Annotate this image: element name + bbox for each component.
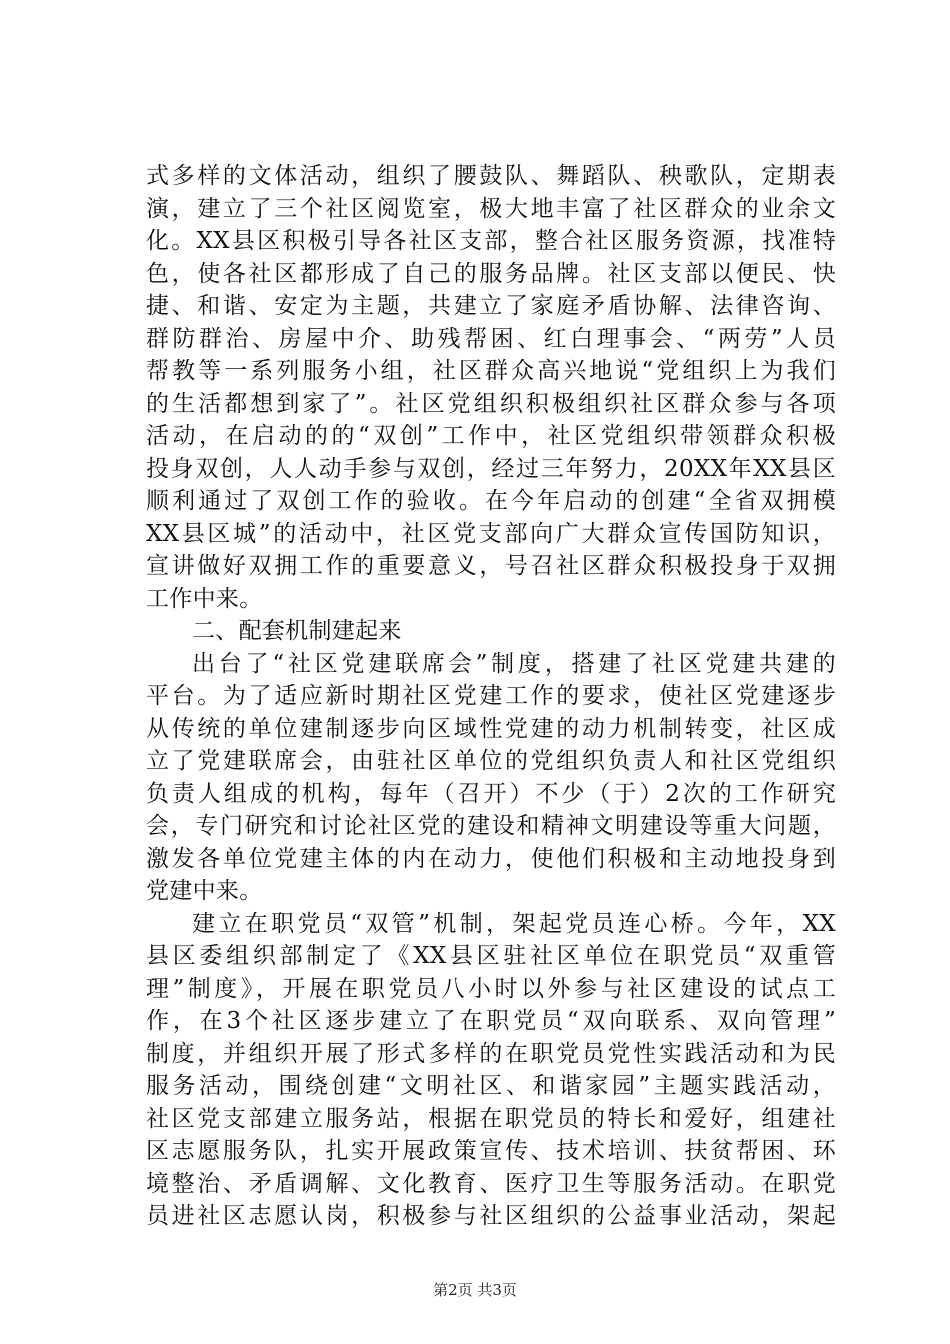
text-line: 境整治、矛盾调解、文化教育、医疗卫生等服务活动。在职党 xyxy=(146,1170,836,1197)
text-line: 投身双创，人人动手参与双创，经过三年努力，20XX年XX县区 xyxy=(146,455,836,482)
text-line: XX县区城”的活动中，社区党支部向广大群众宣传国防知识， xyxy=(146,520,836,547)
text-line: 作，在3个社区逐步建立了在职党员“双向联系、双向管理” xyxy=(146,1008,836,1034)
text-line: 的生活都想到家了”。社区党组织积极组织社区群众参与各项 xyxy=(146,390,836,417)
text-line: 出台了“社区党建联席会”制度，搭建了社区党建共建的 xyxy=(192,650,836,677)
page-footer xyxy=(0,1280,950,1300)
text-line: 活动，在启动的的“双创”工作中，社区党组织带领群众积极 xyxy=(146,423,836,449)
text-line: 顺利通过了双创工作的验收。在今年启动的创建“全省双拥模 xyxy=(146,488,836,514)
page-number-label: 第2页 共3页 xyxy=(433,1281,517,1299)
text-line: 帮教等一系列服务小组，社区群众高兴地说“党组织上为我们 xyxy=(146,358,836,384)
text-line: 社区党支部建立服务站，根据在职党员的特长和爱好，组建社 xyxy=(146,1105,836,1132)
text-line: 服务活动，围绕创建“文明社区、和谐家园”主题实践活动， xyxy=(146,1073,836,1099)
text-line: 县区委组织部制定了《XX县区驻社区单位在职党员“双重管 xyxy=(146,943,836,969)
text-line: 建立在职党员“双管”机制，架起党员连心桥。今年，XX xyxy=(192,910,836,937)
text-line: 员进社区志愿认岗，积极参与社区组织的公益事业活动，架起 xyxy=(146,1203,836,1229)
text-line: 化。XX县区积极引导各社区支部，整合社区服务资源，找准特 xyxy=(146,228,836,254)
text-line: 区志愿服务队，扎实开展政策宣传、技术培训、扶贫帮困、环 xyxy=(146,1138,836,1164)
text-line: 群防群治、房屋中介、助残帮困、红白理事会、“两劳”人员 xyxy=(146,325,836,352)
text-line: 捷、和谐、安定为主题，共建立了家庭矛盾协解、法律咨询、 xyxy=(146,293,836,319)
text-line: 制度，并组织开展了形式多样的在职党员党性实践活动和为民 xyxy=(146,1040,836,1067)
text-line: 从传统的单位建制逐步向区域性党建的动力机制转变，社区成 xyxy=(146,715,836,742)
text-line: 色，使各社区都形成了自己的服务品牌。社区支部以便民、快 xyxy=(146,260,836,287)
text-line: 党建中来。 xyxy=(146,878,263,904)
text-line: 工作中来。 xyxy=(146,585,263,612)
text-line: 演，建立了三个社区阅览室，极大地丰富了社区群众的业余文 xyxy=(146,195,836,222)
text-line: 平台。为了适应新时期社区党建工作的要求，使社区党建逐步 xyxy=(146,683,836,709)
text-line: 负责人组成的机构，每年（召开）不少（于）2次的工作研究 xyxy=(146,780,836,807)
section-heading: 二、配套机制建起来 xyxy=(192,618,402,644)
text-line: 宣讲做好双拥工作的重要意义，号召社区群众积极投身于双拥 xyxy=(146,553,836,579)
text-line: 激发各单位党建主体的内在动力，使他们积极和主动地投身到 xyxy=(146,845,836,872)
text-line: 会，专门研究和讨论社区党的建设和精神文明建设等重大问题， xyxy=(146,813,836,839)
text-line: 理”制度》，开展在职党员八小时以外参与社区建设的试点工 xyxy=(146,975,836,1002)
text-line: 立了党建联席会，由驻社区单位的党组织负责人和社区党组织 xyxy=(146,748,836,774)
text-line: 式多样的文体活动，组织了腰鼓队、舞蹈队、秧歌队，定期表 xyxy=(146,163,836,189)
document-body xyxy=(146,160,836,1233)
